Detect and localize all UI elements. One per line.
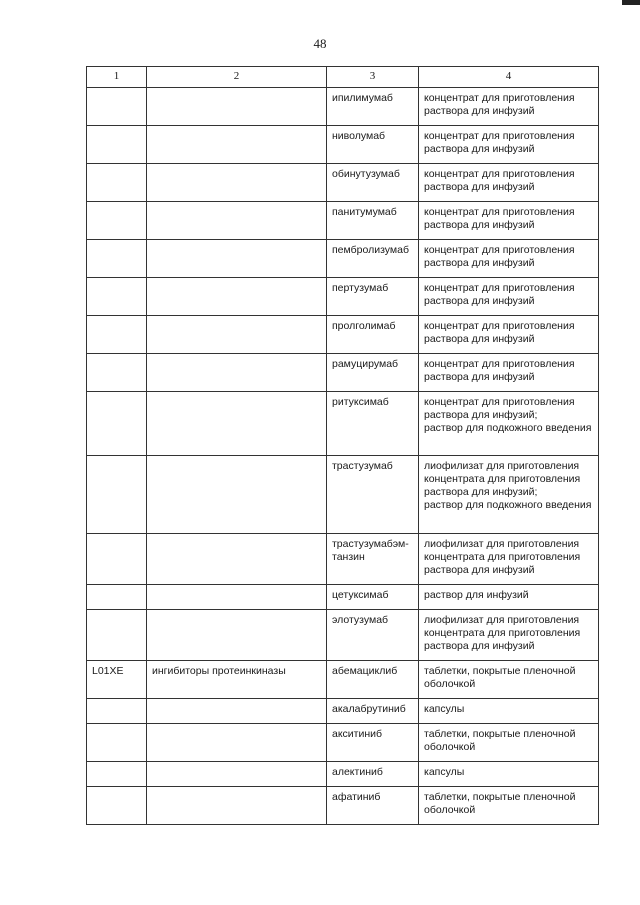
group-name-cell [147,126,327,164]
group-name-cell [147,585,327,610]
dosage-form-cell: лиофилизат для приготовления концентрата для приготовления раствора для инфузий [419,610,599,661]
group-name-cell [147,456,327,534]
table-row [87,534,599,585]
group-name-cell [147,164,327,202]
drug-name-cell: элотузумаб [327,610,419,661]
atc-code-cell: L01XE [87,661,147,699]
table-row [87,456,599,534]
drug-name-cell: афатиниб [327,787,419,825]
table-row [87,392,599,456]
atc-code-cell [87,164,147,202]
dosage-form-cell: лиофилизат для приготовления концентрата для приготовления раствора для инфузий; раствор для подкожного введения [419,456,599,534]
dosage-form-cell: таблетки, покрытые пленочной оболочкой [419,661,599,699]
drug-name-cell: рамуцирумаб [327,354,419,392]
table-row [87,164,599,202]
dosage-form-cell: капсулы [419,699,599,724]
atc-code-cell [87,787,147,825]
group-name-cell: ингибиторы протеинкиназы [147,661,327,699]
group-name-cell [147,240,327,278]
dosage-form-cell: таблетки, покрытые пленочной оболочкой [419,724,599,762]
drug-name-cell: трастузумаб [327,456,419,534]
drug-name-cell: трастузумабэм-танзин [327,534,419,585]
group-name-cell [147,762,327,787]
drug-name-cell: панитумумаб [327,202,419,240]
atc-code-cell [87,762,147,787]
drug-name-cell: алектиниб [327,762,419,787]
table-row [87,699,599,724]
group-name-cell [147,316,327,354]
group-name-cell [147,787,327,825]
table-row [87,724,599,762]
dosage-form-cell: концентрат для приготовления раствора для инфузий [419,202,599,240]
atc-code-cell [87,534,147,585]
atc-code-cell [87,126,147,164]
atc-code-cell [87,699,147,724]
atc-code-cell [87,278,147,316]
atc-code-cell [87,202,147,240]
drug-name-cell: ипилимумаб [327,88,419,126]
table-row [87,278,599,316]
drug-name-cell: обинутузумаб [327,164,419,202]
group-name-cell [147,534,327,585]
dosage-form-cell: концентрат для приготовления раствора для инфузий [419,126,599,164]
atc-code-cell [87,724,147,762]
drug-table [86,66,599,825]
atc-code-cell [87,585,147,610]
table-row [87,585,599,610]
group-name-cell [147,202,327,240]
table-row [87,240,599,278]
table-row [87,202,599,240]
drug-name-cell: цетуксимаб [327,585,419,610]
table-row [87,661,599,699]
header-row [87,67,599,88]
dosage-form-cell: концентрат для приготовления раствора для инфузий [419,164,599,202]
column-header: 3 [327,67,419,88]
drug-name-cell: пембролизумаб [327,240,419,278]
group-name-cell [147,610,327,661]
drug-name-cell: ритуксимаб [327,392,419,456]
drug-name-cell: акалабрутиниб [327,699,419,724]
group-name-cell [147,699,327,724]
column-header: 4 [419,67,599,88]
dosage-form-cell: капсулы [419,762,599,787]
dosage-form-cell: концентрат для приготовления раствора для инфузий; раствор для подкожного введения [419,392,599,456]
drug-name-cell: акситиниб [327,724,419,762]
group-name-cell [147,724,327,762]
group-name-cell [147,392,327,456]
dosage-form-cell: концентрат для приготовления раствора для инфузий [419,278,599,316]
drug-name-cell: абемациклиб [327,661,419,699]
atc-code-cell [87,88,147,126]
dosage-form-cell: концентрат для приготовления раствора для инфузий [419,316,599,354]
column-header: 2 [147,67,327,88]
table-row [87,126,599,164]
atc-code-cell [87,354,147,392]
dosage-form-cell: концентрат для приготовления раствора для инфузий [419,88,599,126]
group-name-cell [147,354,327,392]
dosage-form-cell: концентрат для приготовления раствора для инфузий [419,354,599,392]
dosage-form-cell: таблетки, покрытые пленочной оболочкой [419,787,599,825]
drug-name-cell: пертузумаб [327,278,419,316]
dosage-form-cell: лиофилизат для приготовления концентрата для приготовления раствора для инфузий [419,534,599,585]
table-row [87,610,599,661]
drug-name-cell: ниволумаб [327,126,419,164]
dosage-form-cell: раствор для инфузий [419,585,599,610]
page-number: 48 [313,36,327,51]
atc-code-cell [87,456,147,534]
dosage-form-cell: концентрат для приготовления раствора для инфузий [419,240,599,278]
table-row [87,787,599,825]
drug-name-cell: пролголимаб [327,316,419,354]
table-row [87,88,599,126]
table-row [87,354,599,392]
atc-code-cell [87,316,147,354]
group-name-cell [147,88,327,126]
atc-code-cell [87,610,147,661]
column-header: 1 [87,67,147,88]
table-row [87,762,599,787]
table-row [87,316,599,354]
group-name-cell [147,278,327,316]
corner-mark [622,0,640,5]
atc-code-cell [87,392,147,456]
atc-code-cell [87,240,147,278]
